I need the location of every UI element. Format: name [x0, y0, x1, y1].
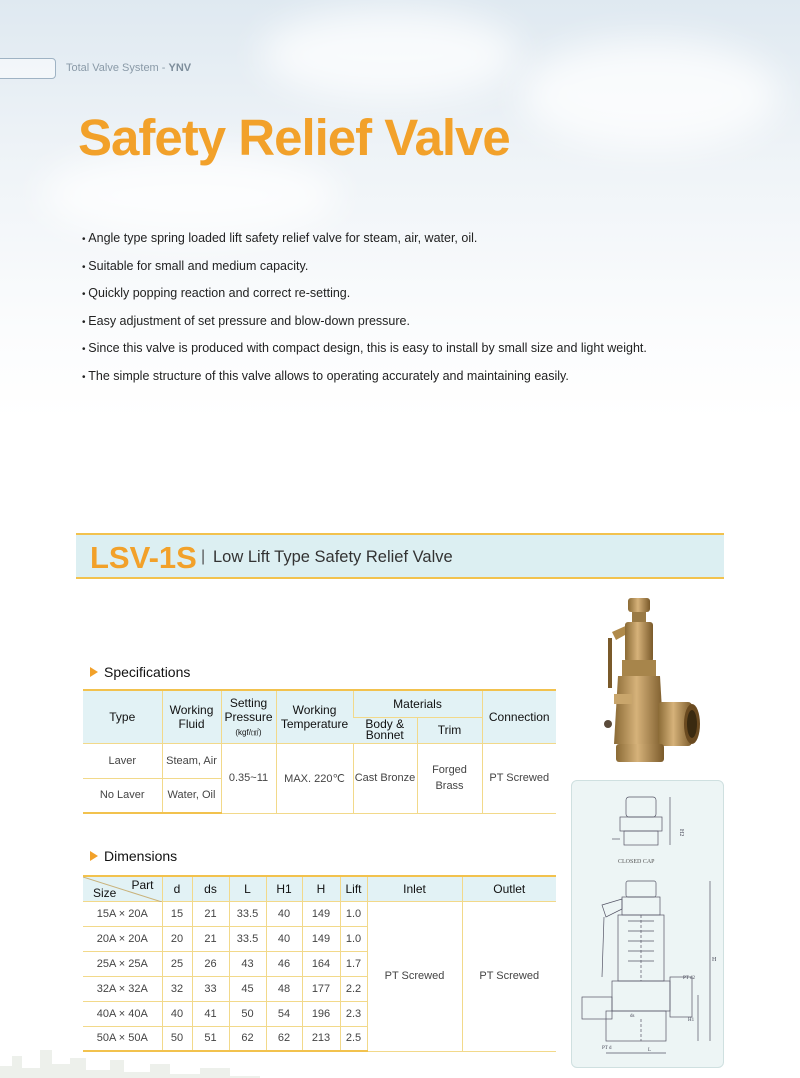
header-tab	[0, 58, 56, 79]
cell-lift: 1.0	[340, 926, 367, 951]
feature-item: • Quickly popping reaction and correct re-setting.	[82, 284, 722, 312]
col-body-bonnet	[353, 717, 417, 743]
model-description: Low Lift Type Safety Relief Valve	[213, 548, 453, 566]
col-lift: Lift	[340, 876, 367, 901]
specifications-heading	[90, 664, 190, 680]
cell-size: 25A × 25A	[83, 951, 162, 976]
col-ds: ds	[192, 876, 229, 901]
cell-lift: 2.2	[340, 976, 367, 1001]
model-separator: |	[201, 548, 206, 565]
col-h: H	[302, 876, 340, 901]
cell-lift: 2.3	[340, 1001, 367, 1026]
cell-h: 213	[302, 1026, 340, 1051]
cell-lift: 2.5	[340, 1026, 367, 1051]
cell-type: Laver	[83, 743, 162, 778]
col-inlet: Inlet	[367, 876, 462, 901]
header-line: Working	[292, 702, 337, 717]
header-line: Bonnet	[365, 728, 404, 742]
label-l: L	[648, 1048, 652, 1053]
col-d: d	[162, 876, 192, 901]
cell-d: 40	[162, 1001, 192, 1026]
technical-drawing	[572, 781, 725, 1069]
cell-h1: 40	[266, 926, 302, 951]
label-h2: H2	[678, 829, 684, 837]
feature-item: • Angle type spring loaded lift safety relief valve for steam, air, water, oil.	[82, 229, 722, 257]
corner-part: Part	[131, 878, 154, 892]
cloud-decoration	[260, 10, 520, 100]
cell-ds: 26	[192, 951, 229, 976]
corner-size: Size	[93, 885, 117, 900]
col-type: Type	[83, 690, 162, 743]
cell-d: 20	[162, 926, 192, 951]
cell-ds: 33	[192, 976, 229, 1001]
label-ds: ds	[630, 1014, 635, 1019]
table-row	[83, 901, 556, 926]
feature-list	[82, 229, 722, 394]
cell-d: 15	[162, 901, 192, 926]
header-line: Temperature	[280, 716, 349, 731]
cell-d: 50	[162, 1026, 192, 1051]
corner-header	[83, 876, 162, 901]
trim-line: Forged	[432, 764, 467, 776]
cell-l: 50	[229, 1001, 266, 1026]
cell-h1: 54	[266, 1001, 302, 1026]
cell-lift: 1.0	[340, 901, 367, 926]
table-row	[83, 743, 556, 778]
col-connection: Connection	[482, 690, 556, 743]
col-outlet: Outlet	[462, 876, 556, 901]
label-h1: H1	[688, 1018, 695, 1023]
cell-d: 32	[162, 976, 192, 1001]
cell-h1: 62	[266, 1026, 302, 1051]
cell-h1: 48	[266, 976, 302, 1001]
system-label	[66, 62, 191, 74]
trim-line: Brass	[435, 780, 464, 792]
cloud-decoration	[520, 40, 780, 150]
cell-l: 62	[229, 1026, 266, 1051]
label-h: H	[712, 957, 717, 963]
system-brand: YNV	[168, 62, 192, 74]
dimensions-title: Dimensions	[104, 848, 178, 864]
header-line: Pressure	[224, 709, 273, 724]
cell-h: 149	[302, 901, 340, 926]
cell-temperature: MAX. 220℃	[276, 743, 353, 813]
col-working-temperature	[276, 690, 353, 743]
header-line: Fluid	[178, 716, 205, 731]
technical-drawing-card	[571, 780, 724, 1068]
feature-item: • Since this valve is produced with compact design, this is easy to install by small size and light weight.	[82, 339, 722, 367]
model-band	[76, 533, 724, 579]
cell-trim	[417, 743, 482, 813]
cell-ds: 21	[192, 926, 229, 951]
cell-size: 40A × 40A	[83, 1001, 162, 1026]
dimensions-table	[83, 875, 556, 1052]
triangle-bullet-icon	[90, 851, 98, 861]
cell-fluid: Steam, Air	[162, 743, 221, 778]
cell-l: 33.5	[229, 926, 266, 951]
cell-size: 50A × 50A	[83, 1026, 162, 1051]
cell-h: 149	[302, 926, 340, 951]
cell-h: 196	[302, 1001, 340, 1026]
dimensions-heading	[90, 848, 177, 864]
cell-size: 15A × 20A	[83, 901, 162, 926]
triangle-bullet-icon	[90, 667, 98, 677]
feature-item: • Easy adjustment of set pressure and blow-down pressure.	[82, 312, 722, 340]
valve-product-photo	[590, 594, 710, 769]
label-pt-d: PT d	[602, 1046, 612, 1051]
feature-item: • Suitable for small and medium capacity.	[82, 257, 722, 285]
model-code: LSV-1S	[90, 540, 197, 575]
specifications-title: Specifications	[104, 664, 191, 680]
cell-h1: 46	[266, 951, 302, 976]
cell-l: 33.5	[229, 901, 266, 926]
header-line: Working	[169, 702, 214, 717]
cell-ds: 41	[192, 1001, 229, 1026]
specifications-table	[83, 689, 556, 814]
cell-inlet: PT Screwed	[367, 901, 462, 1051]
cell-d: 25	[162, 951, 192, 976]
cell-h1: 40	[266, 901, 302, 926]
col-h1: H1	[266, 876, 302, 901]
header-line: Setting	[229, 695, 268, 710]
skyline-decoration	[0, 1038, 260, 1078]
col-l: L	[229, 876, 266, 901]
col-trim: Trim	[417, 717, 482, 743]
drawing-caption: CLOSED CAP	[618, 859, 655, 865]
cell-outlet: PT Screwed	[462, 901, 556, 1051]
cell-l: 45	[229, 976, 266, 1001]
cell-ds: 21	[192, 901, 229, 926]
cell-size: 20A × 20A	[83, 926, 162, 951]
header-unit: (kgf/㎠)	[235, 727, 262, 737]
cell-fluid: Water, Oil	[162, 778, 221, 813]
col-setting-pressure	[221, 690, 276, 743]
page-title: Safety Relief Valve	[78, 109, 510, 166]
cell-connection: PT Screwed	[482, 743, 556, 813]
label-pt-d2: PT d2	[683, 976, 695, 981]
col-working-fluid	[162, 690, 221, 743]
cell-type: No Laver	[83, 778, 162, 813]
cell-pressure: 0.35~11	[221, 743, 276, 813]
cell-h: 164	[302, 951, 340, 976]
cell-h: 177	[302, 976, 340, 1001]
cell-lift: 1.7	[340, 951, 367, 976]
col-materials: Materials	[353, 690, 482, 717]
feature-item: • The simple structure of this valve allows to operating accurately and maintaining easily.	[82, 367, 722, 395]
cell-body: Cast Bronze	[353, 743, 417, 813]
cell-ds: 51	[192, 1026, 229, 1051]
cell-size: 32A × 32A	[83, 976, 162, 1001]
header-line: Body &	[365, 717, 405, 731]
cell-l: 43	[229, 951, 266, 976]
system-prefix: Total Valve System -	[66, 62, 169, 74]
